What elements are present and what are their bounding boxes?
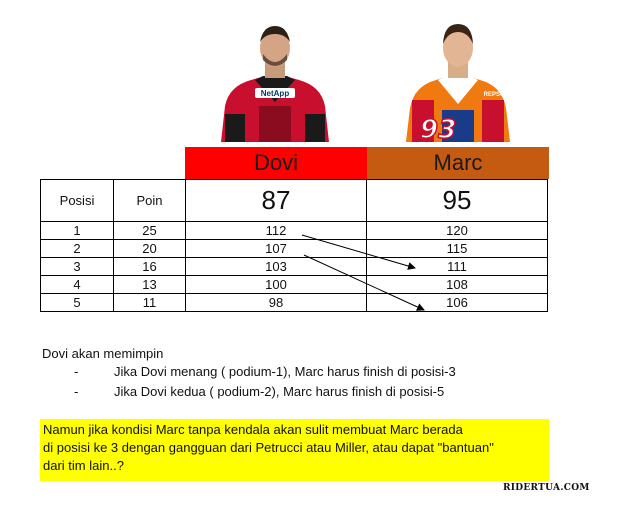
note-bullet (74, 384, 444, 399)
marc-cell: 108 (367, 276, 548, 294)
table-row (41, 240, 548, 258)
col-posisi: Posisi (41, 180, 114, 222)
poin-cell: 16 (114, 258, 186, 276)
pos-cell: 2 (41, 240, 114, 258)
highlight-box (40, 419, 549, 481)
pos-cell: 3 (41, 258, 114, 276)
pos-cell: 1 (41, 222, 114, 240)
table-row (41, 276, 548, 294)
poin-cell: 11 (114, 294, 186, 312)
marc-number: 93 (420, 115, 457, 142)
highlight-line: dari tim lain..? (43, 458, 124, 473)
highlight-line: di posisi ke 3 dengan gangguan dari Petrucci atau Miller, atau dapat "bantuan" (43, 440, 494, 455)
dovi-total: 87 (186, 180, 367, 222)
dovi-cell: 103 (186, 258, 367, 276)
poin-cell: 13 (114, 276, 186, 294)
marc-sponsor-text: REPSOL (483, 92, 509, 98)
table-row (41, 222, 548, 240)
marc-portrait (398, 14, 518, 142)
table-row (41, 258, 548, 276)
dovi-sponsor-text: NetApp (260, 89, 290, 98)
dovi-cell: 112 (186, 222, 367, 240)
marc-cell: 115 (367, 240, 548, 258)
marc-cell: 120 (367, 222, 548, 240)
pos-cell: 5 (41, 294, 114, 312)
bullet-text: Jika Dovi kedua ( podium-2), Marc harus finish di posisi-5 (114, 384, 445, 399)
dovi-cell: 98 (186, 294, 367, 312)
dovi-cell: 100 (186, 276, 367, 294)
marc-cell: 111 (367, 258, 548, 276)
dovi-portrait (215, 14, 335, 142)
bullet-dash: - (74, 384, 79, 399)
marc-total: 95 (367, 180, 548, 222)
marc-cell: 106 (367, 294, 548, 312)
dovi-header: Dovi (185, 147, 367, 179)
standings-table (40, 179, 548, 312)
watermark: RIDERTUA.COM (503, 483, 590, 493)
bullet-dash: - (74, 364, 79, 379)
poin-cell: 25 (114, 222, 186, 240)
pos-cell: 4 (41, 276, 114, 294)
table-row (41, 294, 548, 312)
dovi-cell: 107 (186, 240, 367, 258)
notes-title: Dovi akan memimpin (42, 346, 164, 361)
bullet-text: Jika Dovi menang ( podium-1), Marc harus finish di posisi-3 (114, 364, 456, 379)
col-poin: Poin (114, 180, 186, 222)
marc-header: Marc (367, 147, 549, 179)
highlight-line: Namun jika kondisi Marc tanpa kendala akan sulit membuat Marc berada (43, 422, 463, 437)
poin-cell: 20 (114, 240, 186, 258)
note-bullet (74, 364, 456, 379)
table-header-row (41, 180, 548, 222)
